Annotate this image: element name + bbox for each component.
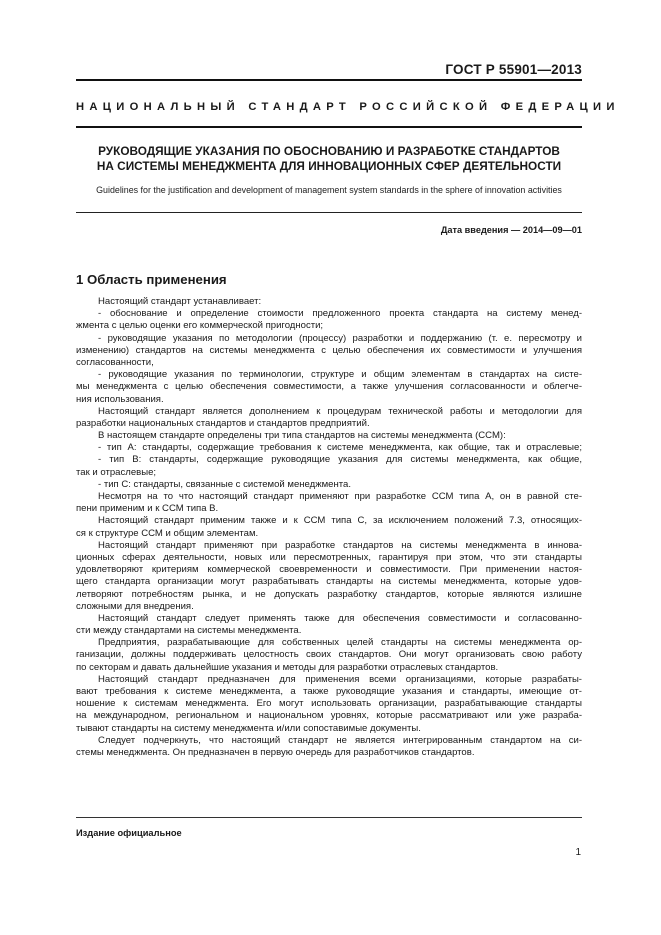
body-line: Настоящий стандарт применим также и к ССМ типа С, за исключением положений 7.3, относящих- <box>98 515 582 527</box>
body-line: щего стандарта организации могут разрабатывать стандарты на системы менеджмента, которые удов- <box>76 576 582 588</box>
national-standard-banner: НАЦИОНАЛЬНЫЙ СТАНДАРТ РОССИЙСКОЙ ФЕДЕРАЦИИ <box>76 101 620 113</box>
body-line: изменению) стандартов на системы менеджмента с целью обеспечения их совместимости и улучшения <box>76 344 582 356</box>
section-heading: 1 Область применения <box>76 272 227 287</box>
body-line: - тип А: стандарты, содержащие требования к системе менеджмента, как общие, так и отраслевые; <box>98 442 582 454</box>
body-line: сти между стандартами на системы менеджмента. <box>76 625 302 637</box>
top-rule <box>76 79 582 81</box>
body-line: вают требования к системе менеджмента, а также руководящие указания и стандарты, имеющие от- <box>76 686 582 697</box>
body-line: согласованности, <box>76 356 154 368</box>
title-line-2: НА СИСТЕМЫ МЕНЕДЖМЕНТА ДЛЯ ИННОВАЦИОННЫХ СФЕР ДЕЯТЕЛЬНОСТИ <box>96 158 562 173</box>
body-line: жмента с целью оценки его коммерческой пригодности; <box>76 320 324 332</box>
body-line: Настоящий стандарт является дополнением к процедурам технической работы и методологии для <box>98 405 582 417</box>
document-title <box>76 144 582 173</box>
title-line-1: РУКОВОДЯЩИЕ УКАЗАНИЯ ПО ОБОСНОВАНИЮ И РАЗРАБОТКЕ СТАНДАРТОВ <box>98 144 560 158</box>
body-line: ния использования. <box>76 393 164 405</box>
body-line: - руководящие указания по методологии (процессу) разработки и поддержанию (т. е. пересмотру и <box>98 332 582 344</box>
body-line: Настоящий стандарт предназначен для применения всеми организациями, которые разрабаты- <box>98 673 582 685</box>
body-line: Настоящий стандарт применяют при разработке стандартов на системы менеджмента в иннова- <box>98 539 582 551</box>
body-line: летворяют потребностям рынка, и не допускать разработку стандартов, которые являются излишне <box>76 588 582 600</box>
gost-number: ГОСТ Р 55901—2013 <box>445 62 582 77</box>
body-line: - руководящие указания по терминологии, структуре и общим элементам в стандартах на систе- <box>98 369 582 381</box>
body-line: Настоящий стандарт следует применять также для обеспечения совместимости и согласованно- <box>98 612 582 624</box>
body-line: разработки национальных стандартов и стандартов предприятий. <box>76 417 370 429</box>
body-line: Настоящий стандарт устанавливает: <box>98 296 262 307</box>
title-rule <box>76 212 582 213</box>
footer-rule <box>76 817 582 818</box>
body-line: мы менеджмента с целью обеспечения совместимости, а также улучшения согласованности и облегче- <box>76 381 582 393</box>
introduction-date: Дата введения — 2014—09—01 <box>440 225 582 235</box>
body-line: удовлетворяют критериям коммерческой своевременности и совместимости. При применении настоя- <box>76 564 582 576</box>
body-line: - обоснование и определение стоимости предложенного проекта стандарта на систему менед- <box>98 308 582 320</box>
body-line: на международном, региональном и национальном уровнях, которые рассматривают или уже разраба- <box>76 710 582 722</box>
page-number: 1 <box>575 847 581 858</box>
body-line: сложными для внедрения. <box>76 600 194 612</box>
banner-rule <box>76 126 582 128</box>
body-line: - тип В: стандарты, содержащие руководящие указания для системы менеджмента, как общие, <box>98 454 582 466</box>
body-line: - тип С: стандарты, связанные с системой менеджмента. <box>98 478 351 490</box>
body-line: пени применим и к ССМ типа В. <box>76 503 219 515</box>
body-line: Следует подчеркнуть, что настоящий стандарт не является интегрированным стандартом на си- <box>98 734 582 746</box>
body-line: тывают стандарты на систему менеджмента и/или сопоставимые документы. <box>76 722 421 734</box>
body-line: Несмотря на то что настоящий стандарт применяют при разработке ССМ типа А, он в равной сте- <box>98 491 582 502</box>
english-title: Guidelines for the justification and development of management system standards in the sphere of innovation activities <box>96 185 562 195</box>
body-line: Предприятия, разрабатывающие для собственных целей стандарты на системы менеджмента ор- <box>98 637 582 649</box>
body-line: ся к структуре ССМ и общим элементам. <box>76 527 259 539</box>
body-line: так и отраслевые; <box>76 466 157 478</box>
body-line: ционных сферах деятельности, новых или пересмотренных, гарантируя при этом, что эти стандарты <box>76 551 582 563</box>
body-line: ганизации, должны поддерживать целостность своих стандартов. Они могут организовать свою работу <box>76 649 582 661</box>
body-line: ношение к системам менеджмента. Его могут использовать организации, разрабатывающие стандарты <box>76 698 582 710</box>
body-line: В настоящем стандарте определены три типа стандартов на системы менеджмента (ССМ): <box>98 430 506 442</box>
body-line: стемы менеджмента. Он предназначен в первую очередь для разработчиков стандартов. <box>76 746 475 758</box>
section-body <box>76 296 582 759</box>
official-edition-label: Издание официальное <box>76 828 182 838</box>
body-line: по секторам и давать дальнейшие указания и методы для разработки отраслевых стандартов. <box>76 661 499 673</box>
